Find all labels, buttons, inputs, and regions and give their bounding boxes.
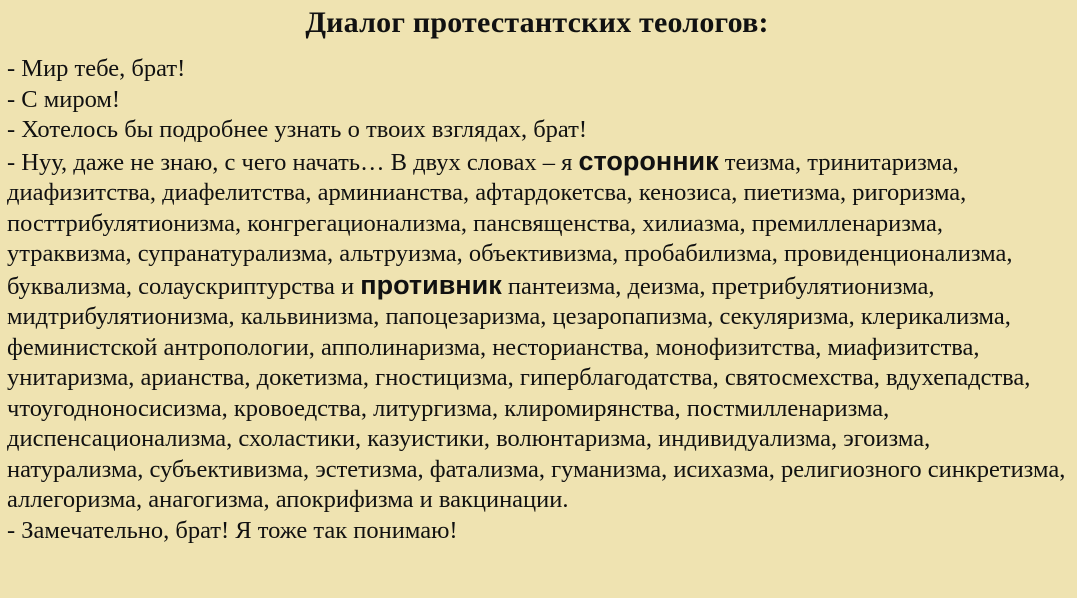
dialogue-line-5: - Замечательно, брат! Я тоже так понимаю! <box>7 516 458 544</box>
dialogue-line-1: - Мир тебе, брат! <box>7 55 186 82</box>
dialogue-line-2: - С миром! <box>7 85 121 113</box>
line-4-prefix: - Нуу, даже не знаю, с чего начать… В двух словах – я <box>7 148 573 176</box>
emphasis-opponent: противник <box>360 269 502 300</box>
emphasis-supporter: сторонник <box>578 145 719 176</box>
dialogue-line-3: - Хотелось бы подробнее узнать о твоих взглядах, брат! <box>7 116 588 143</box>
supporter-list: теизма, тринитаризма, диафизитства, диафелитства, арминианства, афтардокетсва, кенозиса, пиетизма, ригоризма, посттрибулятионизма, конгрегационализма, пансвященства, хилиазма, премилленаризма, утраквизма, супранатурализма, альтруизма, объективизма, пробабилизма, провиденционализма, буквализма, солаускриптурства и <box>7 148 1013 300</box>
page-title: Диалог протестантских теологов: <box>305 6 769 39</box>
dialogue-line-4 <box>7 146 1067 516</box>
opponent-list: пантеизма, деизма, претрибулятионизма, мидтрибулятионизма, кальвинизма, папоцезаризма, цезаропапизма, секуляризма, клерикализма, феминистской антропологии, апполинаризма, несторианства, монофизитства, миафизитства, унитаризма, арианства, докетизма, гностицизма, гиперблагодатства, святосмехства, вдухепадства, чтоугодноносисизма, кровоедства, литургизма, клиромирянства, постмилленаризма, диспенсационализма, схоластики, казуистики, волюнтаризма, индивидуализма, эгоизма, натурализма, субъективизма, эстетизма, фатализма, гуманизма, исихазма, религиозного синкретизма, аллегоризма, анагогизма, апокрифизма и вакцинации. <box>7 272 1066 513</box>
